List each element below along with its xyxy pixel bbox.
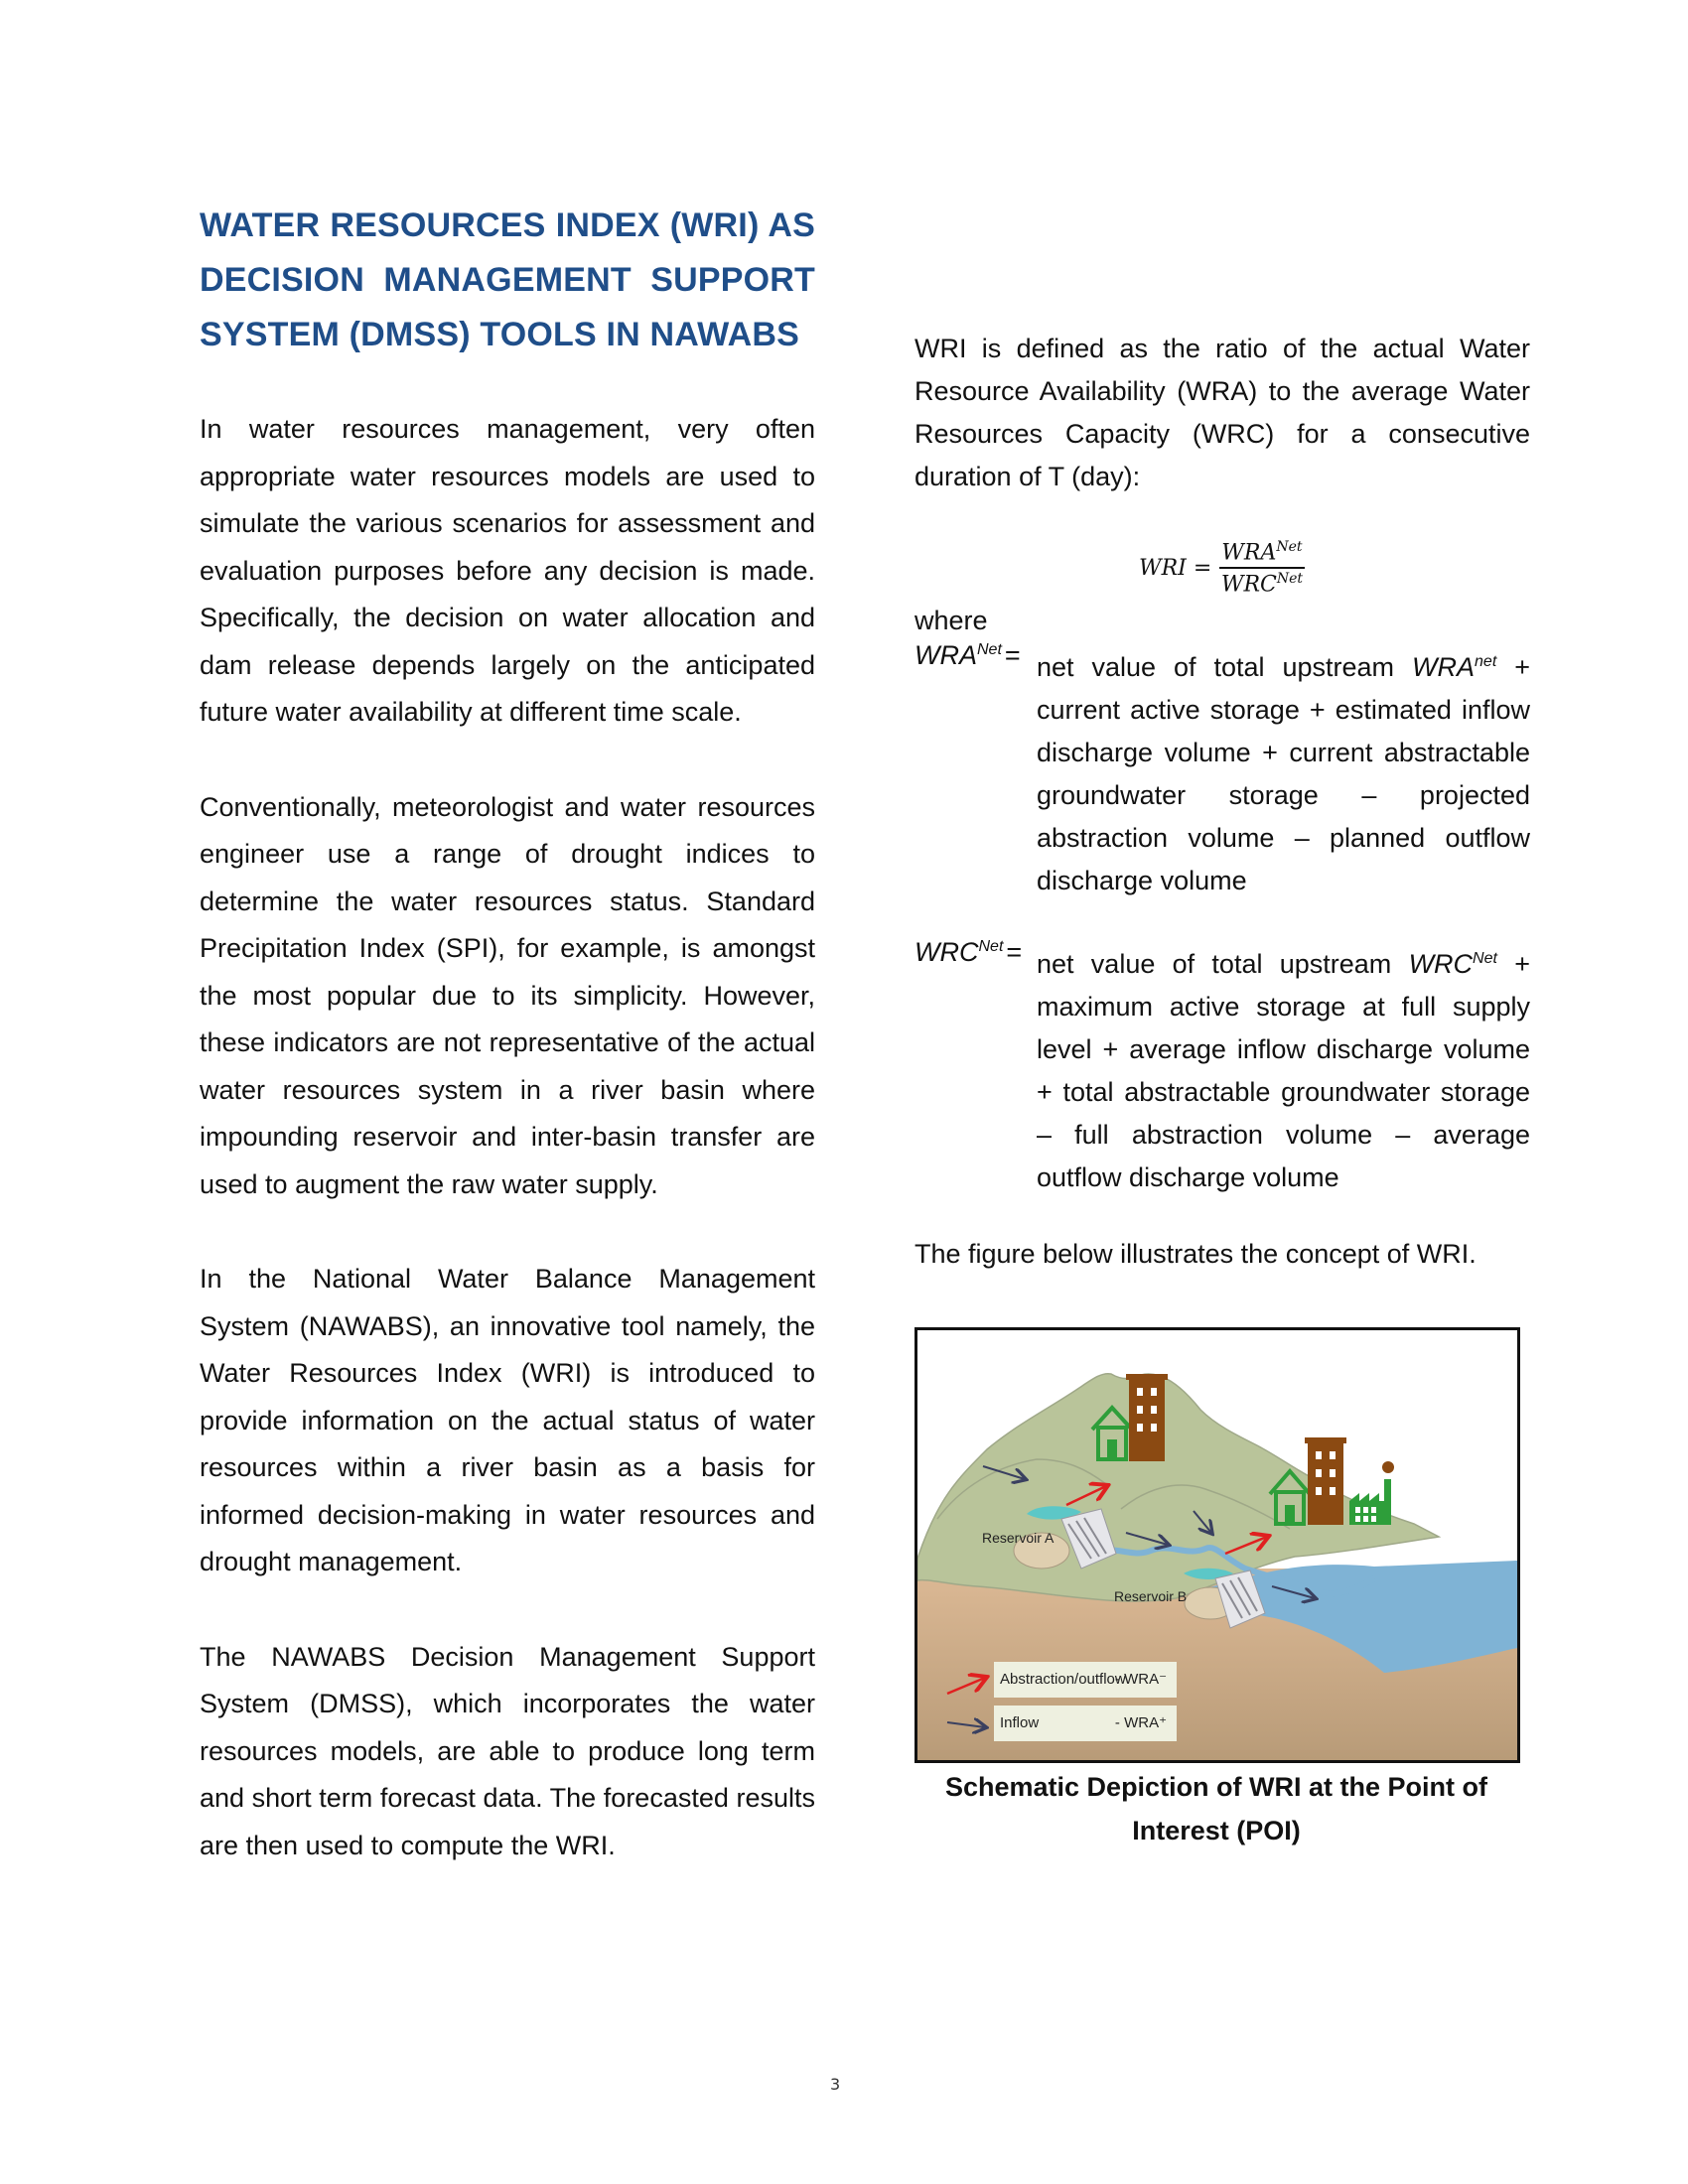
page-title — [200, 199, 815, 362]
legend-item-abstraction: Abstraction/outflow - WRA⁻ — [994, 1662, 1177, 1698]
title-line-2: DECISION MANAGEMENT SUPPORT — [200, 261, 815, 299]
figure-intro-text: The figure below illustrates the concept of WRI. — [914, 1239, 1477, 1269]
definition-wrc-net — [914, 937, 1530, 1199]
title-line-3: SYSTEM (DMSS) TOOLS IN NAWABS — [200, 316, 799, 353]
reservoir-a-label: Reservoir A — [982, 1530, 1055, 1546]
definition-description: net value of total upstream $WRC^{Net}$ + maximum active storage at full supply level + average inflow discharge volume + total abstractable groundwater storage – full abstraction volume – average outflow discharge volume — [1037, 949, 1530, 1192]
wri-schematic-figure — [914, 1327, 1520, 1763]
definition-term: $WRC^{Net}$ = — [914, 937, 1023, 967]
formula-lhs: WRI = — [1139, 555, 1212, 581]
wri-definition-text: WRI is defined as the ratio of the actual Water Resource Availability (WRA) to the average Water Resources Capacity (WRC) for a consecutive duration of T (day): — [914, 334, 1530, 491]
building-icon-2 — [1305, 1437, 1346, 1525]
right-column-intro — [914, 328, 1530, 498]
paragraph-nawabs: In the National Water Balance Management System (NAWABS), an innovative tool namely, the Water Resources Index (WRI) is introduced to provide information on the actual status of water resources within a river basin as a basis for informed decision-making in water resources and drought management. — [200, 1264, 815, 1576]
paragraph-intro: In water resources management, very often appropriate water resources models are used to simulate the various scenarios for assessment and evaluation purposes before any decision is made. Specifically, the decision on water allocation and dam release depends largely on the anticipated future water availability at different time scale. — [200, 414, 815, 727]
paragraph-dmss: The NAWABS Decision Management Support System (DMSS), which incorporates the water resources models, are able to produce long term and short term forecast data. The forecasted results are then used to compute the WRI. — [200, 1641, 815, 1860]
formula-numerator: $WRA^{Net}$ — [1219, 539, 1304, 569]
wri-formula — [1139, 539, 1305, 598]
reservoir-b-label: Reservoir B — [1114, 1588, 1188, 1604]
page-number: 3 — [830, 2075, 841, 2094]
definition-wra-net — [914, 640, 1530, 902]
legend-item-inflow: Inflow - WRA⁺ — [994, 1706, 1177, 1741]
title-line-1: WATER RESOURCES INDEX (WRI) AS — [200, 206, 815, 244]
definition-description: net value of total upstream $WRA^{net}$ + current active storage + estimated inflow discharge volume + current abstractable groundwater storage – projected abstraction volume – planned outflow discharge volume — [1037, 652, 1530, 895]
figure-caption: Schematic Depiction of WRI at the Point of Interest (POI) — [944, 1772, 1488, 1845]
formula-denominator: $WRC^{Net}$ — [1220, 571, 1304, 598]
left-column — [200, 199, 815, 1869]
where-label: where — [914, 606, 988, 635]
factory-icon — [1349, 1461, 1394, 1525]
building-icon-1 — [1126, 1374, 1168, 1461]
formula-fraction — [1219, 539, 1304, 598]
definition-term: $WRA^{Net}$ = — [914, 640, 1021, 670]
paragraph-conventional: Conventionally, meteorologist and water resources engineer use a range of drought indices to determine the water resources status. Standard Precipitation Index (SPI), for example, is amongst the most popular due to its simplicity. However, these indicators are not representative of the actual water resources system in a river basin where impounding reservoir and inter-basin transfer are used to augment the raw water supply. — [200, 791, 815, 1199]
